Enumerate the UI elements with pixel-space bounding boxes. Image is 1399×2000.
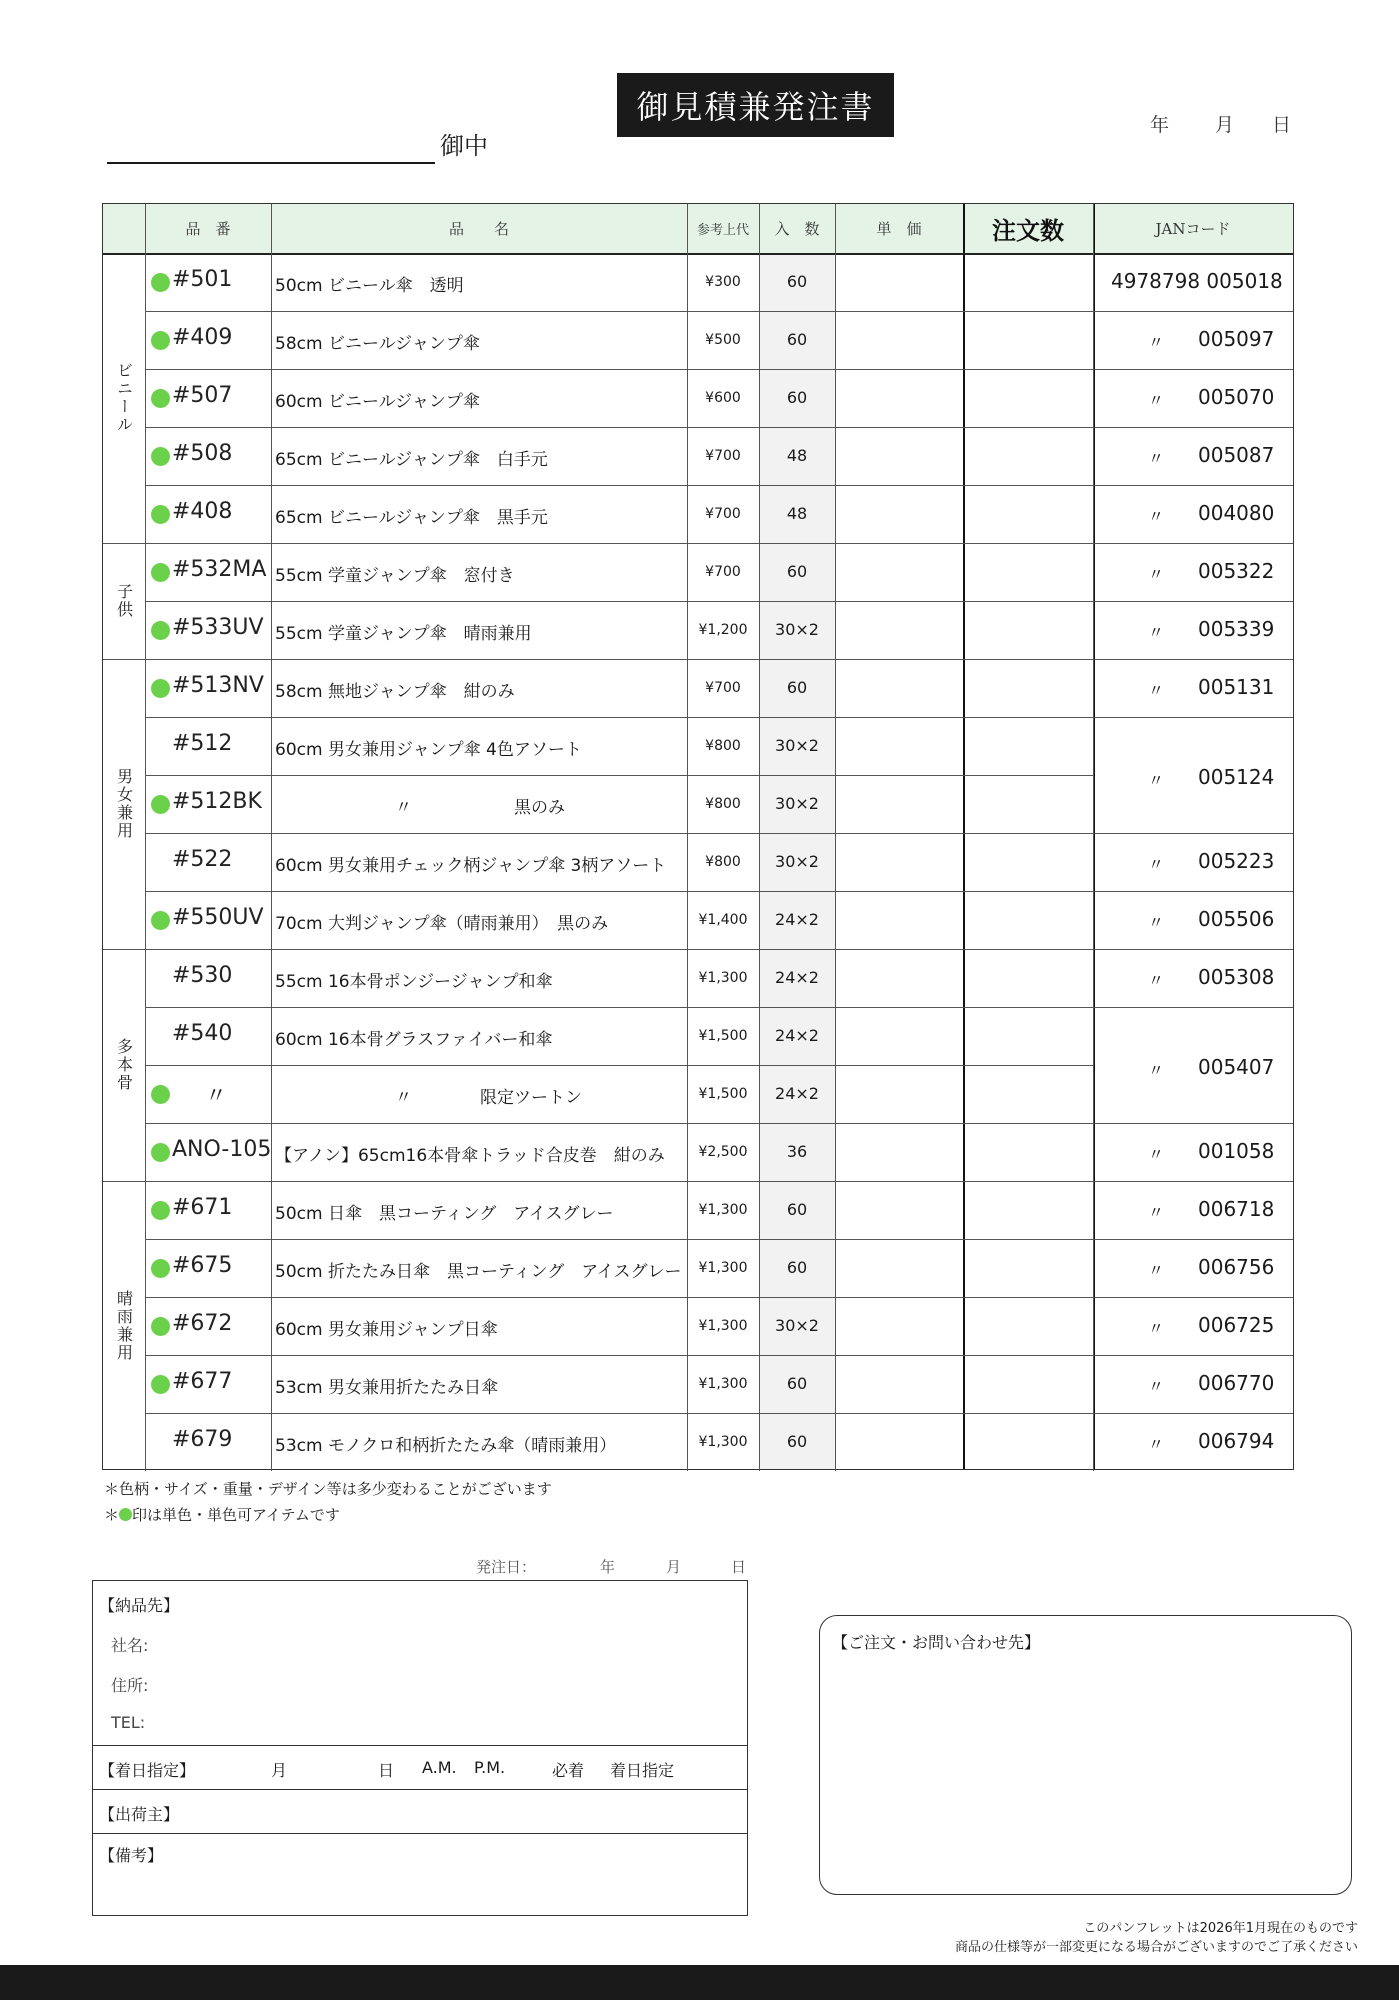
divider: [93, 1833, 747, 1834]
item-code: #532MA: [172, 557, 267, 582]
item-name: 55cm 16本骨ポンジージャンプ和傘: [275, 972, 553, 992]
jan-code: 005506: [1198, 907, 1275, 931]
month-label: 月: [1215, 114, 1235, 136]
ditto-mark: 〃: [1148, 391, 1165, 410]
row-divider: [145, 1297, 1293, 1298]
ref-price: ¥1,300: [698, 1376, 748, 1392]
am-option[interactable]: A.M.: [422, 1758, 457, 1777]
ditto-mark: 〃: [1148, 771, 1165, 790]
row-divider: [103, 543, 1293, 544]
jan-code: 005124: [1198, 765, 1275, 789]
ditto-mark: 〃: [1148, 1203, 1165, 1222]
unit-price-cell[interactable]: [835, 1123, 963, 1181]
ditto-mark: 〃: [1148, 1145, 1165, 1164]
pack-quantity: 60: [786, 1374, 808, 1393]
item-code: #513NV: [172, 673, 264, 698]
note-1: ＊色柄・サイズ・重量・デザイン等は多少変わることがございます: [104, 1480, 552, 1498]
required-option[interactable]: 必着: [552, 1761, 585, 1780]
item-name: 58cm ビニールジャンプ傘: [275, 334, 480, 354]
pack-quantity: 60: [786, 330, 808, 349]
jan-code: 006794: [1198, 1429, 1275, 1453]
pack-quantity: 30×2: [775, 736, 819, 755]
pack-quantity: 48: [786, 504, 808, 523]
ditto-mark: 〃: [1148, 1319, 1165, 1338]
ref-price: ¥700: [705, 564, 741, 580]
arrival-month[interactable]: 月: [271, 1761, 288, 1780]
order-qty-cell[interactable]: [965, 1239, 1091, 1297]
order-qty-cell[interactable]: [965, 427, 1091, 485]
single-color-dot-icon: [151, 1375, 170, 1394]
item-code: #533UV: [172, 615, 264, 640]
column-divider: [145, 204, 146, 1471]
jan-code: 006756: [1198, 1255, 1275, 1279]
item-name: 60cm 男女兼用チェック柄ジャンプ傘 3柄アソート: [275, 856, 667, 876]
item-name: 53cm 男女兼用折たたみ日傘: [275, 1378, 498, 1398]
delivery-box: [92, 1580, 748, 1916]
item-code: #550UV: [172, 905, 264, 930]
ditto-mark: 〃: [1148, 1061, 1165, 1080]
ditto-mark: 〃: [1148, 681, 1165, 700]
unit-price-cell[interactable]: [835, 717, 963, 775]
pack-quantity: 60: [786, 562, 808, 581]
row-divider: [145, 485, 1293, 486]
item-code: #672: [172, 1311, 233, 1336]
pack-quantity: 48: [786, 446, 808, 465]
item-code: #512BK: [172, 789, 262, 814]
single-color-dot-icon: [151, 505, 170, 524]
ref-price: ¥1,500: [698, 1086, 748, 1102]
order-qty-cell[interactable]: [965, 949, 1091, 1007]
divider: [93, 1789, 747, 1790]
footer-note-1: このパンフレットは2026年1月現在のものです: [1083, 1921, 1358, 1936]
single-color-dot-icon: [151, 447, 170, 466]
ref-price: ¥700: [705, 680, 741, 696]
header-jan-code: JANコード: [1155, 220, 1231, 238]
item-name: 50cm ビニール傘 透明: [275, 276, 464, 296]
contact-box: [819, 1615, 1352, 1895]
pack-quantity: 60: [786, 388, 808, 407]
ref-price: ¥1,200: [698, 622, 748, 638]
row-divider: [145, 1355, 1293, 1356]
unit-price-cell[interactable]: [835, 833, 963, 891]
ref-price: ¥1,300: [698, 1202, 748, 1218]
ditto-mark: 〃: [1148, 449, 1165, 468]
unit-price-cell[interactable]: [835, 427, 963, 485]
jan-code: 005070: [1198, 385, 1275, 409]
category-label: 多本骨: [114, 1038, 134, 1092]
unit-price-cell[interactable]: [835, 311, 963, 369]
ditto-mark: 〃: [1148, 565, 1165, 584]
year-label: 年: [1150, 114, 1170, 136]
order-qty-cell[interactable]: [965, 369, 1091, 427]
ref-price: ¥500: [705, 332, 741, 348]
jan-code: 005131: [1198, 675, 1275, 699]
single-color-dot-icon: [151, 331, 170, 350]
order-qty-cell[interactable]: [965, 601, 1091, 659]
item-code: #512: [172, 731, 233, 756]
ditto-mark: 〃: [1148, 623, 1165, 642]
single-color-dot-icon: [151, 389, 170, 408]
single-color-dot-icon: [151, 911, 170, 930]
order-year: 年: [600, 1558, 616, 1576]
delivery-title: 【納品先】: [99, 1596, 180, 1615]
note-2-text: 印は単色・単色可アイテムです: [132, 1506, 340, 1524]
ref-price: ¥1,300: [698, 1434, 748, 1450]
unit-price-cell[interactable]: [835, 253, 963, 311]
row-divider: [145, 717, 1293, 718]
item-code: #679: [172, 1427, 233, 1452]
remarks-label[interactable]: 【備考】: [99, 1846, 164, 1865]
header-item-name: 品 名: [448, 220, 509, 238]
category-label: 男女兼用: [114, 768, 134, 840]
product-table: [102, 203, 1294, 1470]
pm-option[interactable]: P.M.: [474, 1758, 506, 1777]
day-label: 日: [1272, 114, 1292, 136]
unit-price-cell[interactable]: [835, 485, 963, 543]
ref-price: ¥1,400: [698, 912, 748, 928]
order-qty-cell[interactable]: [965, 717, 1091, 775]
row-divider: [145, 833, 1293, 834]
item-code: #507: [172, 383, 233, 408]
arrival-label: 【着日指定】: [99, 1761, 196, 1780]
item-name: 58cm 無地ジャンプ傘 紺のみ: [275, 682, 515, 702]
single-color-dot-icon: [151, 1201, 170, 1220]
ditto-mark: 〃: [1148, 507, 1165, 526]
ref-price: ¥700: [705, 506, 741, 522]
ditto-mark: 〃: [1148, 1261, 1165, 1280]
unit-price-cell[interactable]: [835, 1413, 963, 1471]
single-color-dot-icon: [151, 795, 170, 814]
item-name: 60cm 男女兼用ジャンプ傘 4色アソート: [275, 740, 582, 760]
header-item-no: 品 番: [185, 220, 231, 238]
row-divider: [145, 427, 1293, 428]
header-unit-price: 単 価: [876, 220, 922, 238]
addressee-suffix: 御中: [440, 132, 488, 160]
unit-price-cell[interactable]: [835, 891, 963, 949]
ref-price: ¥2,500: [698, 1144, 748, 1160]
item-name: 〃 限定ツートン: [395, 1088, 582, 1108]
item-code: #508: [172, 441, 233, 466]
item-code: #408: [172, 499, 233, 524]
unit-price-cell[interactable]: [835, 1065, 963, 1123]
divider: [93, 1745, 747, 1746]
row-divider: [145, 311, 1293, 312]
row-divider: [145, 1123, 1293, 1124]
contact-title: 【ご注文・お問い合わせ先】: [832, 1633, 1041, 1652]
category-label: 子供: [114, 583, 134, 619]
pack-quantity: 30×2: [775, 1316, 819, 1335]
jan-code: 005322: [1198, 559, 1275, 583]
unit-price-cell[interactable]: [835, 369, 963, 427]
single-color-dot-icon: [151, 1317, 170, 1336]
item-name: 60cm ビニールジャンプ傘: [275, 392, 480, 412]
item-name: 55cm 学童ジャンプ傘 晴雨兼用: [275, 624, 532, 644]
ditto-mark: 〃: [1148, 913, 1165, 932]
row-divider: [145, 1239, 1293, 1240]
row-divider: [145, 369, 1293, 370]
jan-code: 005407: [1198, 1055, 1275, 1079]
ref-price: ¥600: [705, 390, 741, 406]
addressee-line[interactable]: [107, 162, 435, 164]
arrival-day[interactable]: 日: [378, 1761, 395, 1780]
pack-quantity: 60: [786, 1258, 808, 1277]
header-divider: [103, 253, 1293, 255]
note-2: [104, 1504, 340, 1525]
unit-price-cell[interactable]: [835, 601, 963, 659]
pack-quantity: 60: [786, 272, 808, 291]
pack-quantity: 30×2: [775, 852, 819, 871]
single-color-dot-icon: [151, 1259, 170, 1278]
item-code: 〃: [205, 1084, 228, 1109]
ref-price: ¥800: [705, 796, 741, 812]
ref-price: ¥300: [705, 274, 741, 290]
single-color-dot-icon: [151, 273, 170, 292]
order-qty-cell[interactable]: [965, 253, 1091, 311]
jan-code: 001058: [1198, 1139, 1275, 1163]
order-qty-cell[interactable]: [965, 1123, 1091, 1181]
page-title: 御見積兼発注書: [617, 73, 894, 137]
pack-quantity: 30×2: [775, 794, 819, 813]
pack-quantity: 60: [786, 1432, 808, 1451]
item-code: #409: [172, 325, 233, 350]
header-quantity: 入 数: [774, 220, 820, 238]
unit-price-cell[interactable]: [835, 1181, 963, 1239]
item-name: 65cm ビニールジャンプ傘 黒手元: [275, 508, 548, 528]
unit-price-cell[interactable]: [835, 1355, 963, 1413]
row-divider: [103, 659, 1293, 660]
item-name: 50cm 折たたみ日傘 黒コーティング アイスグレー: [275, 1262, 682, 1282]
jan-code: 005223: [1198, 849, 1275, 873]
order-qty-cell[interactable]: [965, 1297, 1091, 1355]
tel-field[interactable]: TEL:: [111, 1713, 146, 1732]
bottom-bar: [0, 1965, 1399, 2000]
footer-note-2: 商品の仕様等が一部変更になる場合がございますのでご了承ください: [954, 1940, 1358, 1955]
jan-code: 005097: [1198, 327, 1275, 351]
header-order-qty: 注文数: [992, 217, 1064, 245]
jan-code: 005087: [1198, 443, 1275, 467]
pack-quantity: 60: [786, 678, 808, 697]
ditto-mark: 〃: [1148, 1377, 1165, 1396]
jan-code: 4978798 005018: [1111, 269, 1283, 293]
item-name: 50cm 日傘 黒コーティング アイスグレー: [275, 1204, 614, 1224]
green-dot-icon: [119, 1508, 132, 1521]
pack-quantity: 24×2: [775, 1084, 819, 1103]
jan-code: 006725: [1198, 1313, 1275, 1337]
order-month: 月: [666, 1558, 682, 1576]
jan-code: 006770: [1198, 1371, 1275, 1395]
item-code: #677: [172, 1369, 233, 1394]
item-code: #530: [172, 963, 233, 988]
row-divider: [145, 1007, 1293, 1008]
shipper-label[interactable]: 【出荷主】: [99, 1805, 180, 1824]
header-ref-price: 参考上代: [696, 223, 749, 238]
order-date-label: 発注日：: [476, 1558, 537, 1576]
item-name: 60cm 16本骨グラスファイバー和傘: [275, 1030, 553, 1050]
jan-code: 005339: [1198, 617, 1275, 641]
unit-price-cell[interactable]: [835, 659, 963, 717]
ref-price: ¥800: [705, 738, 741, 754]
order-day: 日: [731, 1558, 747, 1576]
row-divider: [145, 601, 1293, 602]
item-name: 70cm 大判ジャンプ傘（晴雨兼用） 黒のみ: [275, 914, 609, 934]
item-name: 〃 黒のみ: [395, 798, 565, 818]
ref-price: ¥1,500: [698, 1028, 748, 1044]
item-name: 60cm 男女兼用ジャンプ日傘: [275, 1320, 498, 1340]
ref-price: ¥700: [705, 448, 741, 464]
order-qty-cell[interactable]: [965, 1181, 1091, 1239]
order-qty-cell[interactable]: [965, 659, 1091, 717]
unit-price-cell[interactable]: [835, 1239, 963, 1297]
order-qty-cell[interactable]: [965, 485, 1091, 543]
row-divider: [145, 1413, 1293, 1414]
row-divider: [103, 1181, 1293, 1182]
pack-quantity: 24×2: [775, 910, 819, 929]
order-qty-cell[interactable]: [965, 1007, 1091, 1065]
order-qty-cell[interactable]: [965, 311, 1091, 369]
pack-quantity: 30×2: [775, 620, 819, 639]
company-field[interactable]: 社名:: [111, 1636, 149, 1655]
address-field[interactable]: 住所:: [111, 1676, 149, 1695]
ditto-mark: 〃: [1148, 333, 1165, 352]
order-qty-cell[interactable]: [965, 1413, 1091, 1471]
item-code: #522: [172, 847, 233, 872]
ref-price: ¥1,300: [698, 1260, 748, 1276]
order-qty-cell[interactable]: [965, 833, 1091, 891]
pack-quantity: 24×2: [775, 968, 819, 987]
unit-price-cell[interactable]: [835, 775, 963, 833]
ditto-mark: 〃: [1148, 971, 1165, 990]
column-divider: [271, 204, 272, 1471]
item-code: #671: [172, 1195, 233, 1220]
jan-code: 004080: [1198, 501, 1275, 525]
item-code: #501: [172, 267, 233, 292]
category-label: 晴雨兼用: [114, 1290, 134, 1362]
single-color-dot-icon: [151, 1143, 170, 1162]
item-name: 【アノン】65cm16本骨傘トラッド合皮巻 紺のみ: [275, 1146, 665, 1166]
ditto-mark: 〃: [1148, 855, 1165, 874]
item-name: 65cm ビニールジャンプ傘 白手元: [275, 450, 548, 470]
single-color-dot-icon: [151, 679, 170, 698]
ditto-mark: 〃: [1148, 1435, 1165, 1454]
item-code: #540: [172, 1021, 233, 1046]
order-qty-cell[interactable]: [965, 891, 1091, 949]
ref-price: ¥1,300: [698, 1318, 748, 1334]
single-color-dot-icon: [151, 621, 170, 640]
unit-price-cell[interactable]: [835, 1007, 963, 1065]
item-code: #675: [172, 1253, 233, 1278]
arrival-spec-option[interactable]: 着日指定: [610, 1761, 675, 1780]
unit-price-cell[interactable]: [835, 949, 963, 1007]
ref-price: ¥1,300: [698, 970, 748, 986]
single-color-dot-icon: [151, 563, 170, 582]
order-qty-cell[interactable]: [965, 775, 1091, 833]
row-divider: [145, 891, 1293, 892]
unit-price-cell[interactable]: [835, 543, 963, 601]
row-divider: [103, 949, 1293, 950]
jan-code: 006718: [1198, 1197, 1275, 1221]
order-qty-cell[interactable]: [965, 543, 1091, 601]
item-code: ANO-105: [172, 1137, 272, 1162]
jan-code: 005308: [1198, 965, 1275, 989]
column-divider: [1093, 204, 1094, 1471]
pack-quantity: 24×2: [775, 1026, 819, 1045]
ref-price: ¥800: [705, 854, 741, 870]
unit-price-cell[interactable]: [835, 1297, 963, 1355]
category-label: ビニール: [114, 362, 134, 434]
pack-quantity: 60: [786, 1200, 808, 1219]
order-qty-cell[interactable]: [965, 1355, 1091, 1413]
item-name: 55cm 学童ジャンプ傘 窓付き: [275, 566, 515, 586]
single-color-dot-icon: [151, 1085, 170, 1104]
order-qty-cell[interactable]: [965, 1065, 1091, 1123]
pack-quantity: 36: [786, 1142, 808, 1161]
item-name: 53cm モノクロ和柄折たたみ傘（晴雨兼用）: [275, 1436, 617, 1456]
note-prefix: ＊: [104, 1506, 120, 1524]
